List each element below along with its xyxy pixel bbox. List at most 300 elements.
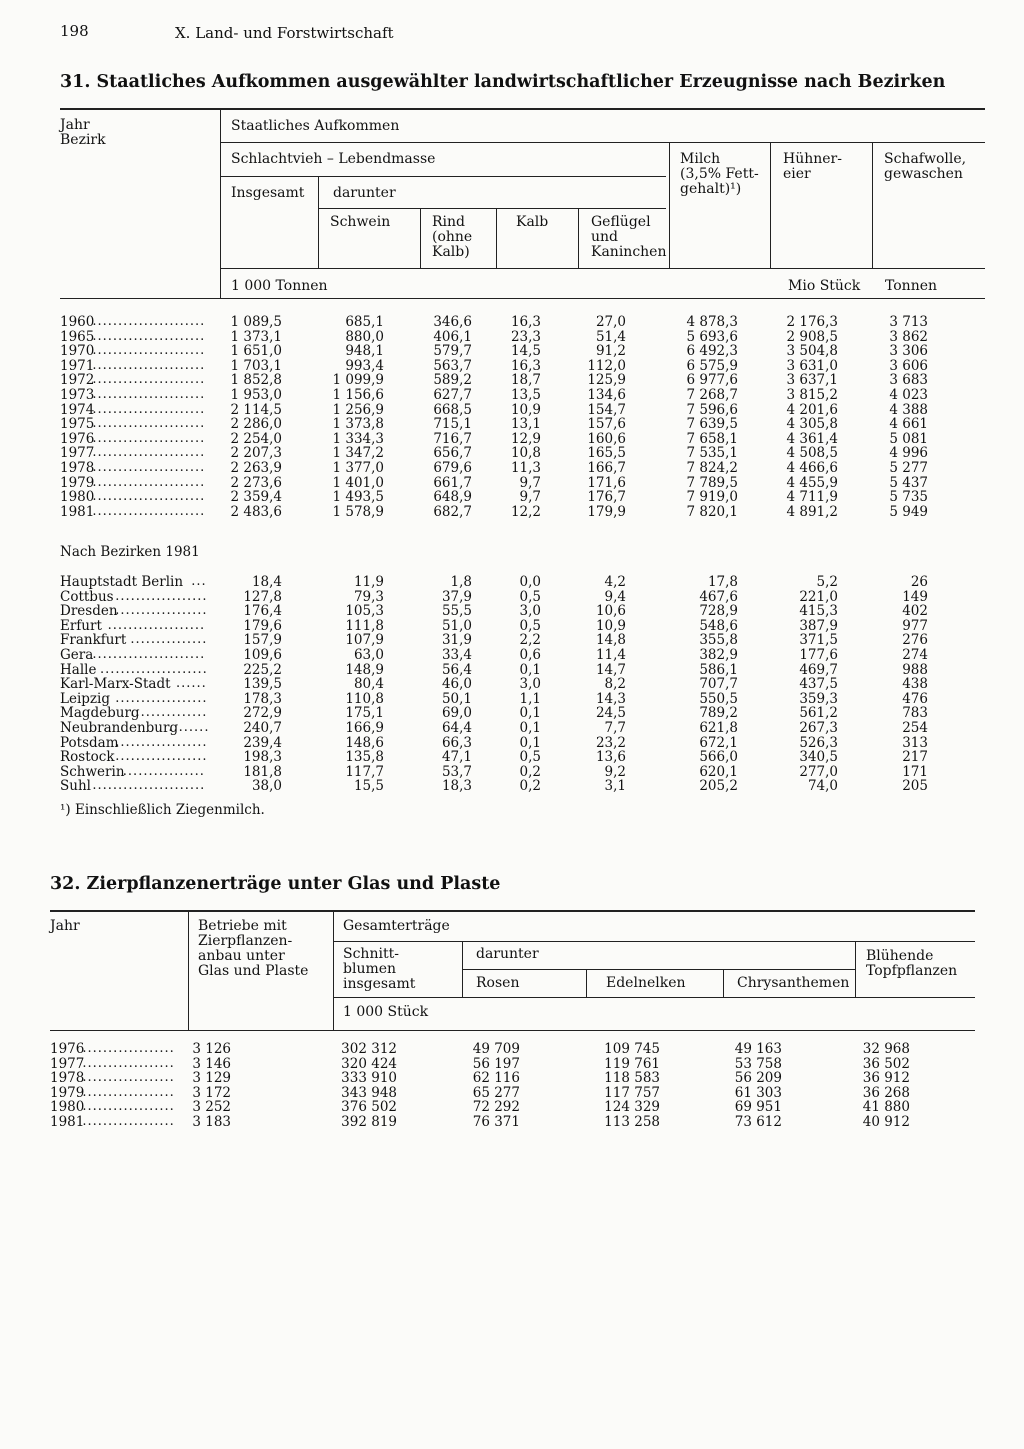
cell-milch: 17,8	[707, 574, 738, 590]
row-label: 1970	[60, 343, 95, 360]
cell-milch: 548,6	[699, 617, 738, 634]
table-row	[0, 677, 1024, 692]
header-schlachtvieh: Schlachtvieh – Lebendmasse	[231, 151, 436, 167]
cell-rind: 55,5	[441, 603, 472, 620]
row-label: 1981	[60, 503, 95, 520]
cell-milch: 621,8	[699, 720, 738, 736]
row-label: 1971	[60, 357, 95, 374]
cell-gefluegel: 91,2	[595, 343, 626, 360]
leader-dots: ..................	[115, 749, 208, 765]
cell-betriebe: 3 129	[192, 1070, 231, 1087]
cell-rind: 1,8	[450, 574, 472, 590]
cell-topfpflanzen: 36 912	[862, 1070, 910, 1087]
cell-schwein: 166,9	[345, 720, 384, 736]
cell-rind: 33,4	[441, 647, 472, 663]
cell-rind: 37,9	[441, 588, 472, 605]
t32-vrule-chrys	[855, 942, 856, 997]
cell-wolle: 171	[902, 763, 928, 780]
cell-insgesamt: 1 089,5	[230, 314, 282, 330]
cell-rosen: 62 116	[472, 1070, 520, 1087]
row-label: Karl-Marx-Stadt	[60, 676, 171, 693]
cell-schwein: 107,9	[345, 632, 384, 649]
cell-eier: 3 815,2	[786, 387, 838, 403]
cell-kalb: 11,3	[510, 460, 541, 476]
cell-wolle: 205	[902, 778, 928, 795]
cell-rind: 668,5	[433, 401, 472, 418]
cell-eier: 3 637,1	[786, 372, 838, 389]
leader-dots: ......................	[92, 489, 206, 505]
t32-header-jahr: Jahr	[50, 918, 80, 934]
cell-chrysanthemen: 53 758	[734, 1055, 782, 1072]
cell-rind: 18,3	[441, 778, 472, 795]
cell-eier: 359,3	[799, 690, 838, 707]
cell-gefluegel: 171,6	[587, 474, 626, 491]
t32-unit-1000-stueck: 1 000 Stück	[343, 1004, 429, 1020]
cell-wolle: 149	[902, 588, 928, 605]
cell-insgesamt: 127,8	[243, 588, 282, 605]
cell-schwein: 1 156,6	[332, 387, 384, 403]
cell-wolle: 3 606	[889, 357, 928, 374]
leader-dots: ................	[122, 763, 205, 779]
row-label: Cottbus	[60, 588, 114, 605]
row-label: 1974	[60, 401, 95, 418]
cell-rind: 64,4	[441, 720, 472, 736]
cell-rind: 56,4	[441, 661, 472, 678]
cell-wolle: 3 683	[889, 372, 928, 389]
cell-rind: 589,2	[433, 372, 472, 389]
table-31-top-rule	[60, 108, 985, 110]
row-label: 1979	[60, 474, 95, 491]
cell-rind: 66,3	[441, 734, 472, 751]
cell-rind: 346,6	[433, 314, 472, 330]
cell-milch: 620,1	[699, 763, 738, 780]
table-row	[0, 692, 1024, 707]
cell-insgesamt: 240,7	[243, 720, 282, 736]
row-label: Hauptstadt Berlin	[60, 574, 184, 590]
cell-milch: 728,9	[699, 603, 738, 620]
leader-dots: ......................	[92, 372, 206, 388]
t32-vrule-edelnelken	[723, 970, 724, 997]
cell-kalb: 14,5	[510, 343, 541, 360]
row-label: Leipzig	[60, 690, 110, 707]
cell-eier: 415,3	[799, 603, 838, 620]
cell-schwein: 880,0	[345, 328, 384, 345]
row-label: Erfurt	[60, 617, 102, 634]
cell-kalb: 23,3	[510, 328, 541, 345]
cell-rind: 51,0	[441, 617, 472, 634]
cell-rind: 679,6	[433, 460, 472, 476]
leader-dots: .....................	[100, 661, 208, 677]
cell-insgesamt: 239,4	[243, 734, 282, 751]
cell-eier: 2 176,3	[786, 314, 838, 330]
table-row	[0, 505, 1024, 520]
cell-schwein: 63,0	[353, 647, 384, 663]
cell-kalb: 0,0	[519, 574, 541, 590]
cell-wolle: 5 949	[889, 503, 928, 520]
cell-rosen: 49 709	[472, 1041, 520, 1057]
cell-insgesamt: 179,6	[243, 617, 282, 634]
cell-schnittblumen: 333 910	[341, 1070, 397, 1087]
cell-schwein: 1 493,5	[332, 489, 384, 506]
cell-milch: 7 596,6	[686, 401, 738, 418]
header-rind-1: Rind	[432, 214, 465, 230]
cell-topfpflanzen: 32 968	[862, 1041, 910, 1057]
cell-eier: 4 711,9	[786, 489, 838, 506]
cell-topfpflanzen: 36 268	[862, 1084, 910, 1101]
cell-milch: 7 639,5	[686, 416, 738, 433]
cell-gefluegel: 14,7	[595, 661, 626, 678]
cell-topfpflanzen: 40 912	[862, 1114, 910, 1130]
cell-edelnelken: 124 329	[604, 1099, 660, 1116]
cell-kalb: 12,2	[510, 503, 541, 520]
cell-insgesamt: 1 852,8	[230, 372, 282, 389]
cell-insgesamt: 38,0	[251, 778, 282, 795]
table-row	[0, 476, 1024, 491]
t32-header-topf-1: Blühende	[866, 948, 934, 964]
row-label: Magdeburg	[60, 705, 140, 722]
cell-kalb: 0,1	[519, 720, 541, 736]
vrule-insgesamt	[318, 177, 319, 268]
cell-schwein: 135,8	[345, 749, 384, 766]
table-row	[0, 736, 1024, 751]
cell-gefluegel: 179,9	[587, 503, 626, 520]
cell-schwein: 148,9	[345, 661, 384, 678]
vrule-wolle	[872, 143, 873, 268]
leader-dots: ...............	[130, 705, 208, 721]
cell-eier: 469,7	[799, 661, 838, 678]
cell-schnittblumen: 392 819	[341, 1114, 397, 1130]
t32-vrule-jahr	[188, 912, 189, 1030]
cell-insgesamt: 198,3	[243, 749, 282, 766]
cell-wolle: 476	[902, 690, 928, 707]
cell-eier: 277,0	[799, 763, 838, 780]
row-label: 1977	[60, 445, 95, 462]
table-row	[0, 403, 1024, 418]
cell-gefluegel: 51,4	[595, 328, 626, 345]
cell-insgesamt: 178,3	[243, 690, 282, 707]
leader-dots: ......	[176, 676, 207, 692]
cell-rind: 627,7	[433, 387, 472, 403]
cell-rosen: 56 197	[472, 1055, 520, 1072]
t32-vrule-betriebe	[333, 912, 334, 1030]
table-row	[0, 779, 1024, 794]
cell-rosen: 72 292	[472, 1099, 520, 1116]
table-row	[0, 648, 1024, 663]
cell-schwein: 175,1	[345, 705, 384, 722]
cell-rind: 50,1	[441, 690, 472, 707]
header-milch-2: (3,5% Fett-	[680, 166, 759, 182]
cell-wolle: 3 862	[889, 328, 928, 345]
cell-insgesamt: 181,8	[243, 763, 282, 780]
cell-milch: 382,9	[699, 647, 738, 663]
cell-gefluegel: 23,2	[595, 734, 626, 751]
cell-schwein: 1 099,9	[332, 372, 384, 389]
table-row	[0, 1115, 1024, 1130]
cell-wolle: 5 735	[889, 489, 928, 506]
cell-wolle: 5 437	[889, 474, 928, 491]
table-row	[0, 765, 1024, 780]
row-label: 1981	[50, 1114, 85, 1130]
cell-rind: 31,9	[441, 632, 472, 649]
cell-betriebe: 3 146	[192, 1055, 231, 1072]
table-row	[0, 315, 1024, 330]
table-31-title: 31. Staatliches Aufkommen ausgewählter landwirtschaftlicher Erzeugnisse nach Bezirken	[60, 72, 946, 92]
row-label: Schwerin	[60, 763, 125, 780]
cell-insgesamt: 272,9	[243, 705, 282, 722]
cell-eier: 526,3	[799, 734, 838, 751]
leader-dots: ......................	[92, 460, 206, 475]
cell-milch: 355,8	[699, 632, 738, 649]
header-rind-3: Kalb)	[432, 244, 470, 260]
cell-wolle: 26	[910, 574, 928, 590]
t32-header-darunter: darunter	[476, 946, 539, 962]
chapter-title: X. Land- und Forstwirtschaft	[175, 24, 394, 42]
t32-rule-header-bottom	[50, 1030, 975, 1031]
cell-eier: 4 455,9	[786, 474, 838, 491]
header-milch-3: gehalt)¹)	[680, 181, 742, 197]
leader-dots: ......................	[92, 778, 206, 794]
rule-header-bottom	[60, 298, 985, 299]
cell-kalb: 9,7	[519, 489, 541, 506]
cell-rind: 648,9	[433, 489, 472, 506]
cell-wolle: 5 081	[889, 430, 928, 447]
cell-gefluegel: 160,6	[587, 430, 626, 447]
cell-gefluegel: 11,4	[595, 647, 626, 663]
cell-kalb: 0,5	[519, 749, 541, 766]
cell-schnittblumen: 343 948	[341, 1084, 397, 1101]
vrule-gefluegel	[578, 209, 579, 268]
header-rind-2: (ohne	[432, 229, 473, 245]
cell-milch: 789,2	[699, 705, 738, 722]
cell-eier: 2 908,5	[786, 328, 838, 345]
cell-eier: 561,2	[799, 705, 838, 722]
leader-dots: ..................	[82, 1099, 175, 1115]
leader-dots: ......................	[92, 314, 206, 329]
table-row	[0, 359, 1024, 374]
cell-rind: 46,0	[441, 676, 472, 693]
cell-schwein: 15,5	[353, 778, 384, 795]
cell-gefluegel: 157,6	[587, 416, 626, 433]
leader-dots: ......................	[92, 401, 206, 417]
cell-kalb: 3,0	[519, 676, 541, 693]
t32-header-betriebe-1: Betriebe mit	[198, 918, 287, 934]
header-milch-1: Milch	[680, 151, 721, 167]
leader-dots: ......................	[92, 343, 206, 359]
t32-header-edelnelken: Edelnelken	[606, 975, 686, 991]
cell-eier: 3 504,8	[786, 343, 838, 360]
header-kalb: Kalb	[516, 214, 549, 230]
cell-eier: 267,3	[799, 720, 838, 736]
cell-gefluegel: 165,5	[587, 445, 626, 462]
cell-gefluegel: 3,1	[604, 778, 626, 795]
cell-insgesamt: 2 254,0	[230, 430, 282, 447]
vrule-rind	[420, 209, 421, 268]
cell-wolle: 4 661	[889, 416, 928, 433]
leader-dots: ..................	[82, 1084, 175, 1100]
header-aufkommen: Staatliches Aufkommen	[231, 118, 400, 134]
cell-schnittblumen: 376 502	[341, 1099, 397, 1116]
cell-schwein: 948,1	[345, 343, 384, 360]
t32-header-chrysanthemen: Chrysanthemen	[737, 975, 850, 991]
row-label: 1972	[60, 372, 95, 389]
page-number: 198	[60, 22, 89, 40]
rule-aufkommen	[221, 142, 985, 143]
t32-rule-gesamt	[334, 941, 975, 942]
table-row	[0, 590, 1024, 605]
cell-kalb: 9,7	[519, 474, 541, 491]
cell-gefluegel: 9,2	[604, 763, 626, 780]
row-label: 1980	[60, 489, 95, 506]
cell-gefluegel: 112,0	[587, 357, 626, 374]
t32-header-topf-2: Topfpflanzen	[866, 963, 958, 979]
cell-eier: 4 201,6	[786, 401, 838, 418]
cell-schnittblumen: 302 312	[341, 1041, 397, 1057]
row-label: Rostock	[60, 749, 115, 766]
cell-wolle: 402	[902, 603, 928, 620]
cell-gefluegel: 176,7	[587, 489, 626, 506]
cell-rind: 563,7	[433, 357, 472, 374]
cell-milch: 7 658,1	[686, 430, 738, 447]
cell-eier: 340,5	[799, 749, 838, 766]
row-label: 1978	[50, 1070, 85, 1087]
cell-milch: 7 268,7	[686, 387, 738, 403]
cell-eier: 4 508,5	[786, 445, 838, 462]
row-label: 1976	[50, 1041, 85, 1057]
row-label: Halle	[60, 661, 97, 678]
cell-gefluegel: 10,6	[595, 603, 626, 620]
leader-dots: ......................	[92, 647, 206, 662]
cell-kalb: 0,2	[519, 763, 541, 780]
cell-gefluegel: 13,6	[595, 749, 626, 766]
leader-dots: ...................	[107, 617, 206, 633]
leader-dots: ......................	[92, 416, 206, 432]
table-row	[0, 1086, 1024, 1101]
cell-milch: 6 575,9	[686, 357, 738, 374]
leader-dots: ..................	[115, 734, 208, 750]
cell-eier: 387,9	[799, 617, 838, 634]
cell-milch: 4 878,3	[686, 314, 738, 330]
row-label: Gera	[60, 647, 94, 663]
cell-rind: 69,0	[441, 705, 472, 722]
t32-header-rosen: Rosen	[476, 975, 520, 991]
cell-chrysanthemen: 73 612	[734, 1114, 782, 1130]
cell-kalb: 3,0	[519, 603, 541, 620]
cell-eier: 371,5	[799, 632, 838, 649]
vrule-eier	[770, 143, 771, 268]
table-row	[0, 417, 1024, 432]
cell-rind: 47,1	[441, 749, 472, 766]
cell-eier: 4 361,4	[786, 430, 838, 447]
header-bezirk: Bezirk	[60, 132, 106, 148]
cell-eier: 437,5	[799, 676, 838, 693]
cell-wolle: 438	[902, 676, 928, 693]
leader-dots: ..................	[115, 588, 208, 604]
cell-eier: 4 305,8	[786, 416, 838, 433]
cell-schwein: 1 578,9	[332, 503, 384, 520]
cell-wolle: 3 713	[889, 314, 928, 330]
cell-rind: 661,7	[433, 474, 472, 491]
cell-insgesamt: 109,6	[243, 647, 282, 663]
cell-edelnelken: 117 757	[604, 1084, 660, 1101]
leader-dots: ......................	[92, 328, 206, 344]
table-row	[0, 663, 1024, 678]
leader-dots: ......................	[92, 503, 206, 519]
vrule-kalb	[496, 209, 497, 268]
cell-insgesamt: 2 483,6	[230, 503, 282, 520]
leader-dots: ......................	[92, 387, 206, 402]
cell-insgesamt: 2 114,5	[230, 401, 282, 418]
cell-eier: 74,0	[807, 778, 838, 795]
cell-rind: 716,7	[433, 430, 472, 447]
table-32-title: 32. Zierpflanzenerträge unter Glas und Plaste	[50, 874, 501, 894]
cell-insgesamt: 18,4	[251, 574, 282, 590]
cell-schwein: 148,6	[345, 734, 384, 751]
cell-kalb: 16,3	[510, 314, 541, 330]
cell-eier: 5,2	[816, 574, 838, 590]
cell-insgesamt: 176,4	[243, 603, 282, 620]
cell-kalb: 13,5	[510, 387, 541, 403]
leader-dots: ..................	[82, 1114, 175, 1129]
table-row	[0, 388, 1024, 403]
cell-schwein: 1 334,3	[332, 430, 384, 447]
cell-kalb: 0,6	[519, 647, 541, 663]
cell-milch: 7 820,1	[686, 503, 738, 520]
cell-gefluegel: 9,4	[604, 588, 626, 605]
cell-milch: 5 693,6	[686, 328, 738, 345]
row-label: 1977	[50, 1055, 85, 1072]
cell-betriebe: 3 183	[192, 1114, 231, 1130]
t32-header-betriebe-2: Zierpflanzen-	[198, 933, 293, 949]
cell-schwein: 685,1	[345, 314, 384, 330]
cell-kalb: 0,5	[519, 617, 541, 634]
cell-milch: 550,5	[699, 690, 738, 707]
cell-wolle: 5 277	[889, 460, 928, 476]
t32-header-schnitt-2: blumen	[343, 961, 397, 977]
row-label: 1980	[50, 1099, 85, 1116]
cell-schwein: 117,7	[345, 763, 384, 780]
table-row	[0, 706, 1024, 721]
cell-rind: 579,7	[433, 343, 472, 360]
cell-kalb: 0,5	[519, 588, 541, 605]
cell-schwein: 1 256,9	[332, 401, 384, 418]
cell-wolle: 276	[902, 632, 928, 649]
cell-kalb: 18,7	[510, 372, 541, 389]
table-row	[0, 330, 1024, 345]
cell-insgesamt: 1 953,0	[230, 387, 282, 403]
cell-kalb: 0,1	[519, 661, 541, 678]
cell-eier: 3 631,0	[786, 357, 838, 374]
cell-schwein: 11,9	[353, 574, 384, 590]
cell-rosen: 65 277	[472, 1084, 520, 1101]
row-label: 1973	[60, 387, 95, 403]
table-row	[0, 1071, 1024, 1086]
rule-darunter	[319, 208, 666, 209]
t32-header-betriebe-3: anbau unter	[198, 948, 285, 964]
leader-dots: ...............	[130, 632, 208, 648]
cell-kalb: 13,1	[510, 416, 541, 433]
row-label: Dresden	[60, 603, 118, 620]
t32-rule-darunter	[463, 969, 855, 970]
cell-gefluegel: 4,2	[604, 574, 626, 590]
cell-insgesamt: 2 359,4	[230, 489, 282, 506]
cell-wolle: 4 996	[889, 445, 928, 462]
cell-milch: 586,1	[699, 661, 738, 678]
cell-schnittblumen: 320 424	[341, 1055, 397, 1072]
cell-wolle: 4 388	[889, 401, 928, 418]
cell-betriebe: 3 172	[192, 1084, 231, 1101]
header-jahr: Jahr	[60, 117, 90, 133]
cell-gefluegel: 7,7	[604, 720, 626, 736]
